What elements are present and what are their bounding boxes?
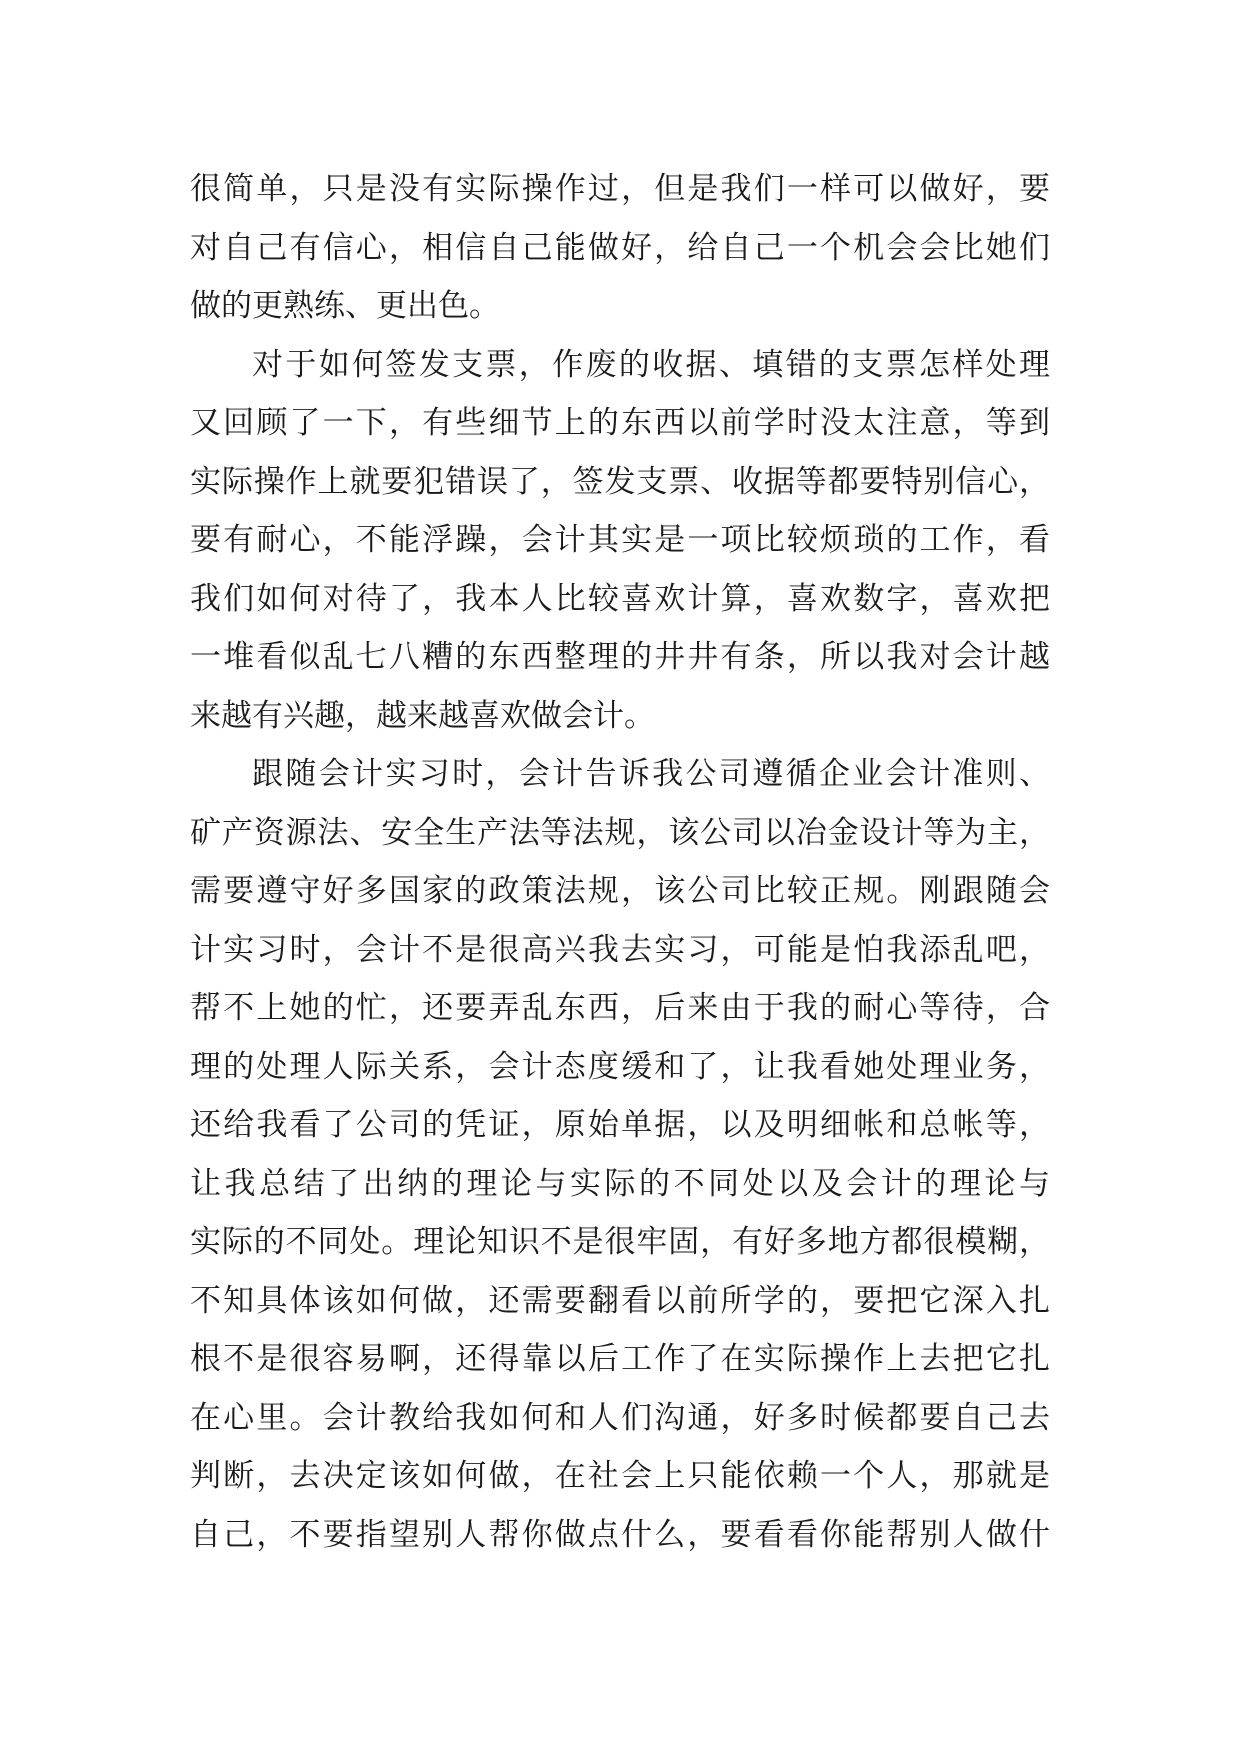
paragraph-first-line: 跟随会计实习时，会计告诉我公司遵循企业会计准则、 [252, 756, 1050, 792]
text-line: 在心里。会计教给我如何和人们沟通，好多时候都要自己去 [190, 1399, 1050, 1436]
text-line: 来越有兴趣，越来越喜欢做会计。 [190, 697, 655, 734]
text-line: 计实习时，会计不是很高兴我去实习，可能是怕我添乱吧， [190, 931, 1050, 968]
text-line: 对自己有信心，相信自己能做好，给自己一个机会会比她们 [190, 229, 1050, 266]
text-line: 理的处理人际关系，会计态度缓和了，让我看她处理业务， [190, 1048, 1050, 1085]
body-text [190, 160, 1050, 1564]
text-line: 帮不上她的忙，还要弄乱东西，后来由于我的耐心等待，合 [190, 990, 1050, 1026]
text-line: 做的更熟练、更出色。 [190, 288, 500, 324]
text-line: 自己，不要指望别人帮你做点什么，要看看你能帮别人做什 [190, 1516, 1050, 1553]
paragraph-first-line: 对于如何签发支票，作废的收据、填错的支票怎样处理 [252, 346, 1050, 383]
text-line: 让我总结了出纳的理论与实际的不同处以及会计的理论与 [190, 1165, 1050, 1202]
text-line: 根不是很容易啊，还得靠以后工作了在实际操作上去把它扎 [190, 1341, 1050, 1377]
text-line: 实际的不同处。理论知识不是很牢固，有好多地方都很模糊， [190, 1224, 1050, 1260]
text-line: 又回顾了一下，有些细节上的东西以前学时没太注意，等到 [190, 405, 1050, 441]
text-line: 矿产资源法、安全生产法等法规，该公司以冶金设计等为主， [190, 814, 1050, 851]
text-line: 需要遵守好多国家的政策法规，该公司比较正规。刚跟随会 [190, 873, 1050, 909]
text-line: 判断，去决定该如何做，在社会上只能依赖一个人，那就是 [190, 1458, 1050, 1494]
text-line: 还给我看了公司的凭证，原始单据，以及明细帐和总帐等， [190, 1107, 1050, 1143]
text-line: 很简单，只是没有实际操作过，但是我们一样可以做好，要 [190, 171, 1050, 207]
text-line: 不知具体该如何做，还需要翻看以前所学的，要把它深入扎 [190, 1282, 1050, 1319]
text-line: 要有耐心，不能浮躁，会计其实是一项比较烦琐的工作，看 [190, 522, 1050, 558]
text-line: 一堆看似乱七八糟的东西整理的井井有条，所以我对会计越 [190, 639, 1050, 675]
text-line: 我们如何对待了，我本人比较喜欢计算，喜欢数字，喜欢把 [190, 580, 1050, 617]
text-line: 实际操作上就要犯错误了，签发支票、收据等都要特别信心， [190, 463, 1050, 500]
